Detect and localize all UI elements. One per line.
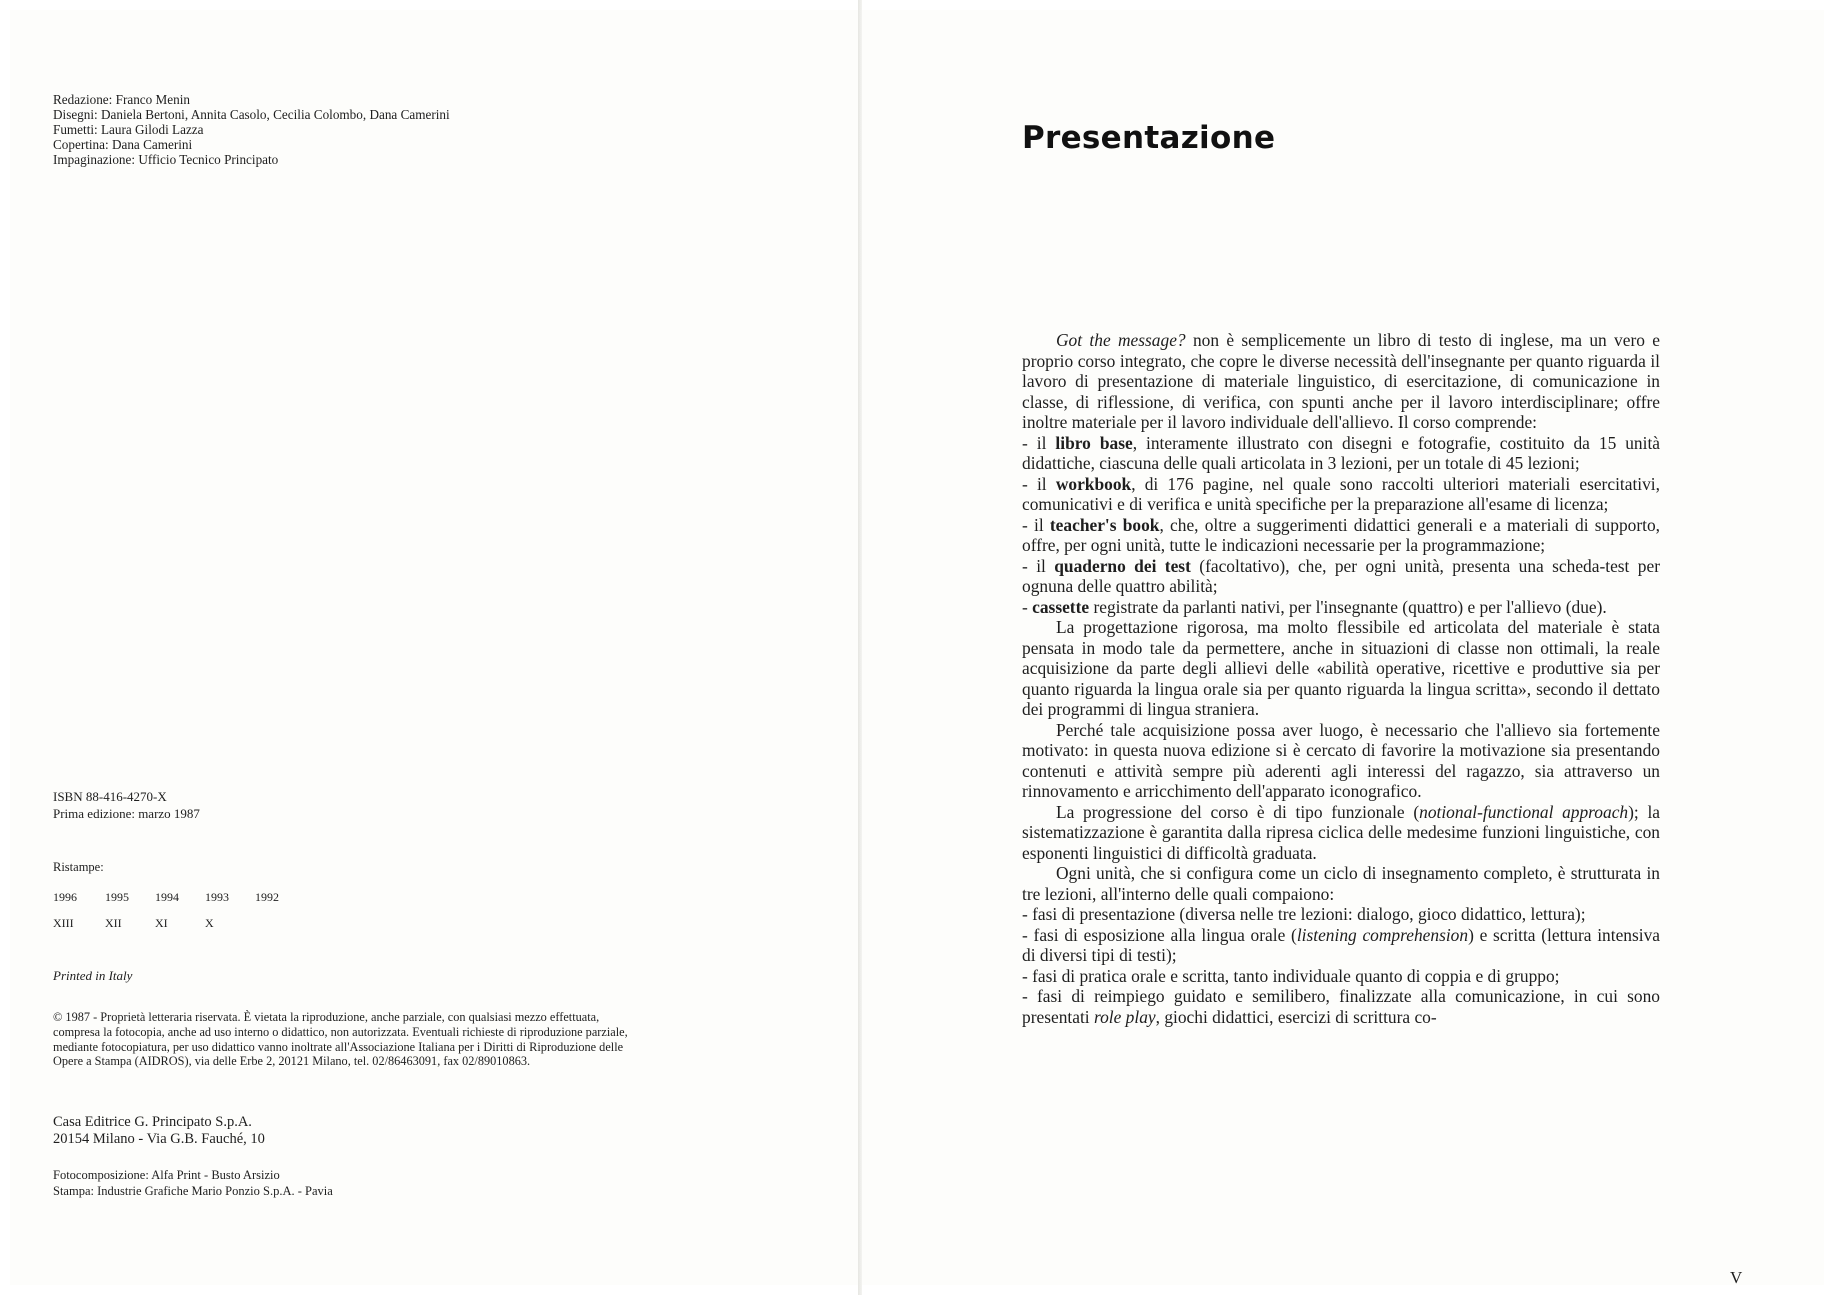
- list-item-libro-base: - il libro base, interamente illustrato con disegni e fotografie, costituito da 15 unità didattiche, ciascuna delle quali articolata in 3 lezioni, per un totale di 45 lezioni;: [1022, 432, 1661, 473]
- reprint-number: XII: [105, 916, 122, 930]
- presentation-body: [1022, 330, 1660, 1027]
- paragraph-progression: La progressione del corso è di tipo funzionale (notional-functional approach); la sistematizzazione è garantita dalla ripresa ciclica delle medesime funzioni linguistiche, con esponenti linguistici di difficoltà graduata.: [1022, 801, 1660, 863]
- isbn-number: ISBN 88-416-4270-X: [53, 789, 167, 804]
- publisher-block: [53, 1114, 265, 1148]
- credit-line-layout: Impaginazione: Ufficio Tecnico Principato: [53, 152, 279, 167]
- paragraph-design: La progettazione rigorosa, ma molto flessibile ed articolata del materiale è stata pensata in modo tale da permettere, anche in situazioni di classe non ottimali, la reale acquisizione da parte degli allievi delle «abilità operative, ricettive e produttive sia per quanto riguarda la lingua orale sia per quanto riguarda la lingua scritta», secondo il dettato dei programmi di lingua straniera.: [1022, 617, 1660, 719]
- credit-line-comics: Fumetti: Laura Gilodi Lazza: [53, 122, 204, 137]
- list-item-cassette: - cassette registrate da parlanti nativi, per l'insegnante (quattro) e per l'allievo (due).: [1022, 596, 1607, 617]
- first-edition: Prima edizione: marzo 1987: [53, 806, 200, 821]
- paragraph-intro: Got the message? non è semplicemente un libro di testo di inglese, ma un vero e proprio corso integrato, che copre le diverse necessità dell'insegnante per quanto riguarda il lavoro di presentazione di materiale linguistico, di esercitazione, di comunicazione in classe, di riflessione, di verifica, con spunti anche per il lavoro interdisciplinare; offre inoltre materiale per il lavoro individuale dell'allievo. Il corso comprende:: [1022, 330, 1660, 432]
- printed-in: Printed in Italy: [53, 968, 133, 983]
- isbn-block: [53, 788, 200, 822]
- credit-line-drawings: Disegni: Daniela Bertoni, Annita Casolo, Cecilia Colombo, Dana Camerini: [53, 107, 450, 122]
- copyright-notice: © 1987 - Proprietà letteraria riservata. È vietata la riproduzione, anche parziale, con qualsiasi mezzo effettuata, compresa la fotocopia, anche ad uso interno o didattico, non autorizzata. Eventuali richieste di riproduzione parziale, mediante fotocopiatura, per uso didattico vanno inoltrate all'Associazione Italiana per i Diritti di Riproduzione delle Opere a Stampa (AIDROS), via delle Erbe 2, 20121 Milano, tel. 02/86463091, fax 02/89010863.: [53, 1010, 628, 1069]
- colophon-page: [10, 10, 858, 1285]
- list-item-quaderno-test: - il quaderno dei test (facoltativo), che, per ogni unità, presenta una scheda-test per ognuna delle quattro abilità;: [1022, 555, 1660, 596]
- phase-item-reuse: - fasi di reimpiego guidato e semilibero, finalizzate alla comunicazione, in cui sono presentati role play, giochi didattici, esercizi di scrittura co-: [1022, 986, 1660, 1027]
- publisher-address: 20154 Milano - Via G.B. Fauché, 10: [53, 1131, 265, 1147]
- reprint-number: XIII: [53, 916, 74, 930]
- production-block: [53, 1167, 333, 1199]
- credit-line-editor: Redazione: Franco Menin: [53, 92, 190, 107]
- reprint-numbers: [53, 916, 255, 931]
- publisher-name: Casa Editrice G. Principato S.p.A.: [53, 1114, 252, 1130]
- reprint-year: 1993: [205, 890, 229, 904]
- credits-block: [53, 92, 450, 167]
- reprint-number: XI: [155, 916, 168, 930]
- reprint-number: X: [205, 916, 214, 930]
- phase-item-exposure: - fasi di esposizione alla lingua orale (listening comprehension) e scritta (lettura intensiva di diversi tipi di testi);: [1022, 924, 1660, 965]
- page-title: Presentazione: [1022, 120, 1276, 156]
- reprints-label: Ristampe:: [53, 860, 104, 874]
- list-item-workbook: - il workbook, di 176 pagine, nel quale sono raccolti ulteriori materiali esercitativi, comunicativi e di verifica e unità specifiche per la preparazione all'esame di licenza;: [1022, 473, 1660, 514]
- credit-line-cover: Copertina: Dana Camerini: [53, 137, 193, 152]
- reprint-year: 1994: [155, 890, 179, 904]
- course-title: Got the message?: [1056, 330, 1186, 350]
- reprint-year: 1992: [255, 890, 279, 904]
- reprint-years: [53, 890, 305, 905]
- paragraph-units: Ogni unità, che si configura come un ciclo di insegnamento completo, è strutturata in tre lezioni, all'interno delle quali compaiono:: [1022, 863, 1660, 904]
- typesetting-credit: Fotocomposizione: Alfa Print - Busto Arsizio: [53, 1168, 280, 1182]
- phase-item-presentation: - fasi di presentazione (diversa nelle tre lezioni: dialogo, gioco didattico, lettura);: [1022, 904, 1586, 924]
- reprint-year: 1996: [53, 890, 77, 904]
- page-number: V: [1730, 1268, 1743, 1287]
- printing-credit: Stampa: Industrie Grafiche Mario Ponzio S.p.A. - Pavia: [53, 1184, 333, 1198]
- list-item-teachers-book: - il teacher's book, che, oltre a suggerimenti didattici generali e a materiali di supporto, offre, per ogni unità, tutte le indicazioni necessarie per la programmazione;: [1022, 514, 1661, 555]
- paragraph-motivation: Perché tale acquisizione possa aver luogo, è necessario che l'allievo sia fortemente motivato: in questa nuova edizione si è cercato di favorire la motivazione sia presentando contenuti e attività sempre più aderenti agli interessi del ragazzo, sia attraverso un rinnovamento e arricchimento dell'apparato iconografico.: [1022, 719, 1660, 801]
- phase-item-practice: - fasi di pratica orale e scritta, tanto individuale quanto di coppia e di gruppo;: [1022, 965, 1560, 986]
- reprint-year: 1995: [105, 890, 129, 904]
